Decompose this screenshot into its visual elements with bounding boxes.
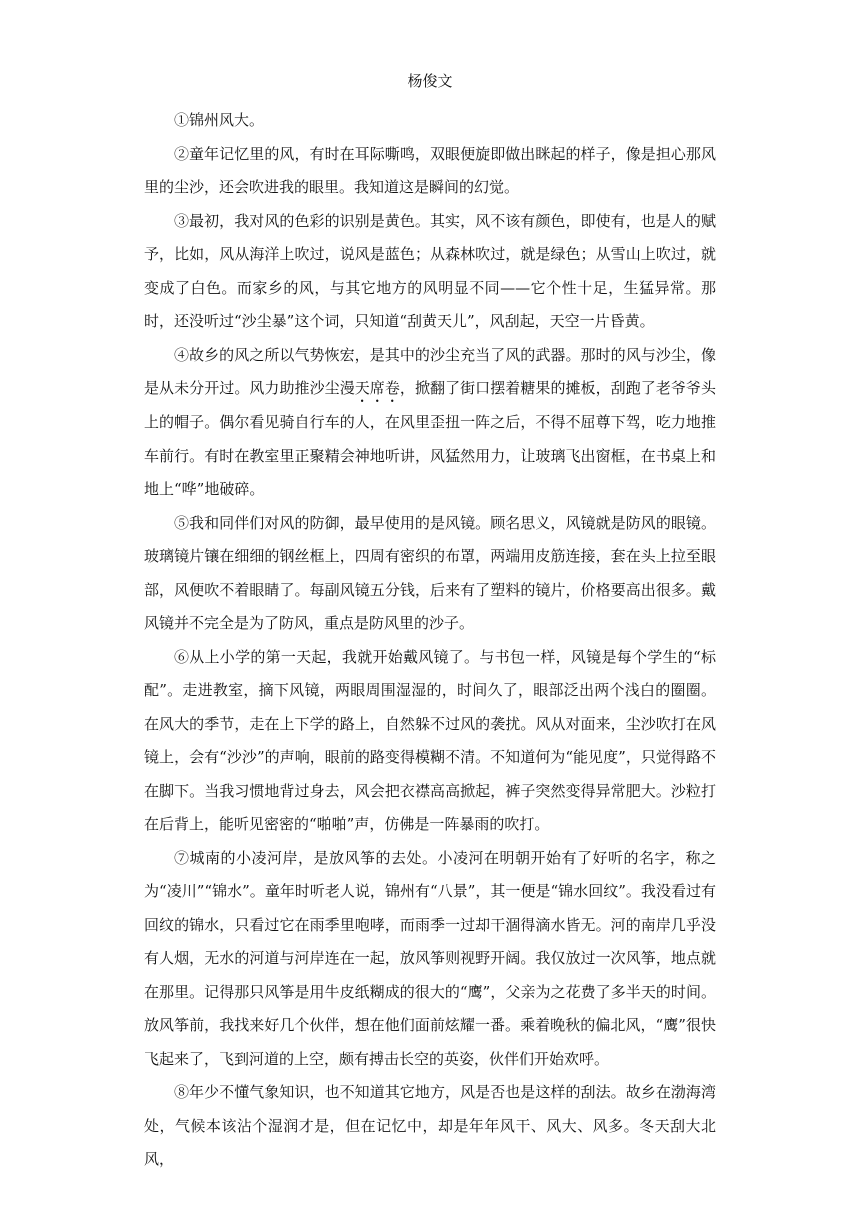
paragraph-4-text-before: ④故乡的风之所以气势恢宏，是其中的沙尘充当了风的武器。那时的风与沙尘，像是从未分开过。风力助推沙尘漫 (144, 345, 716, 397)
paragraph-5: ⑤我和同伴们对风的防御，最早使用的是风镜。顾名思义，风镜就是防风的眼镜。玻璃镜片镶在细细的钢丝框上，四周有密织的布罩，两端用皮筋连接，套在头上拉至眼部，风便吹不着眼睛了。每副风镜五分钱，后来有了塑料的镜片，价格要高出很多。戴风镜并不完全是为了防风，重点是防风里的沙子。 (144, 513, 716, 632)
paragraph-3: ③最初，我对风的色彩的识别是黄色。其实，风不该有颜色，即使有，也是人的赋予，比如，风从海洋上吹过，说风是蓝色；从森林吹过，就是绿色；从雪山上吹过，就变成了白色。而家乡的风，与其它地方的风明显不同——它个性十足，生猛异常。那时，还没听过“沙尘暴”这个词，只知道“刮黄天儿”，风刮起，天空一片昏黄。 (144, 211, 716, 330)
paragraph-7: ⑦城南的小凌河岸，是放风筝的去处。小凌河在明朝开始有了好听的名字，称之为“凌川”“锦水”。童年时听老人说，锦州有“八景”，其一便是“锦水回纹”。我没看过有回纹的锦水，只看过它在雨季里咆哮，而雨季一过却干涸得滴水皆无。河的南岸几乎没有人烟，无水的河道与河岸连在一起，放风筝则视野开阔。我仅放过一次风筝，地点就在那里。记得那只风筝是用牛皮纸糊成的很大的“鹰”，父亲为之花费了多半天的时间。放风筝前，我找来好几个伙伴，想在他们面前炫耀一番。乘着晚秋的偏北风，“鹰”很快飞起来了，飞到河道的上空，颇有搏击长空的英姿，伙伴们开始欢呼。 (144, 848, 716, 1068)
paragraph-6: ⑥从上小学的第一天起，我就开始戴风镜了。与书包一样，风镜是每个学生的“标配”。走进教室，摘下风镜，两眼周围湿湿的，时间久了，眼部泛出两个浅白的圈圈。在风大的季节，走在上下学的路上，自然躲不过风的袭扰。风从对面来，尘沙吹打在风镜上，会有“沙沙”的声响，眼前的路变得模糊不清。不知道何为“能见度”，只觉得路不在脚下。当我习惯地背过身去，风会把衣襟高高掀起，裤子突然变得异常肥大。沙粒打在后背上，能听见密密的“啪啪”声，仿佛是一阵暴雨的吹打。 (144, 647, 716, 833)
document-page (144, 70, 716, 1177)
author-name: 杨俊文 (407, 72, 453, 90)
paragraph-4 (144, 339, 716, 507)
paragraph-1: ①锦州风大。 (174, 111, 265, 129)
emphasized-phrase: 天席卷 (354, 379, 400, 397)
paragraph-2: ②童年记忆里的风，有时在耳际嘶鸣，双眼便旋即做出眯起的样子，像是担心那风里的尘沙，还会吹进我的眼里。我知道这是瞬间的幻觉。 (144, 144, 716, 196)
paragraph-8: ⑧年少不懂气象知识，也不知道其它地方，风是否也是这样的刮法。故乡在渤海湾处，气候本该沾个湿润才是，但在记忆中，却是年年风干、风大、风多。冬天刮大北风， (144, 1083, 716, 1168)
paragraph-4-text-after: ，掀翻了街口摆着糖果的摊板，刮跑了老爷爷头上的帽子。偶尔看见骑自行车的人，在风里歪扭一阵之后，不得不屈尊下驾，吃力地推车前行。有时在教室里正聚精会神地听讲，风猛然用力，让玻璃飞出窗框，在书桌上和地上“哗”地破碎。 (144, 379, 716, 498)
